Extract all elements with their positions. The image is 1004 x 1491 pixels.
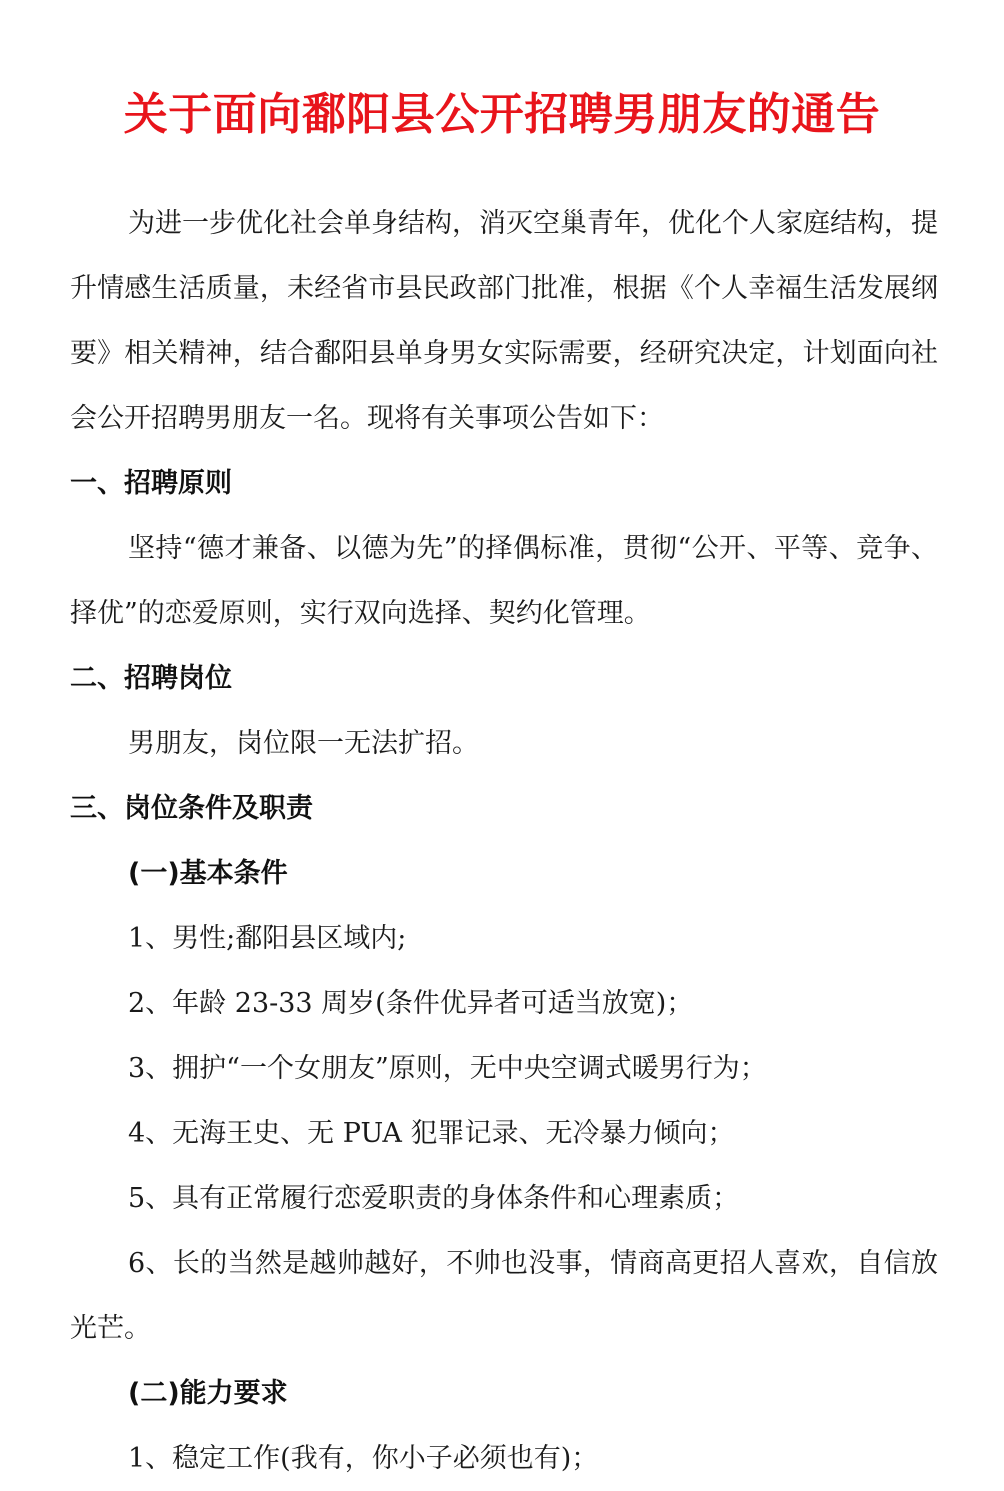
subheading-ability-requirements: (二)能力要求 bbox=[128, 1378, 288, 1409]
basic-condition-item: 5、具有正常履行恋爱职责的身体条件和心理素质； bbox=[128, 1183, 740, 1214]
basic-condition-item: 1、男性;鄱阳县区域内; bbox=[128, 923, 407, 954]
basic-condition-item: 4、无海王史、无 PUA 犯罪记录、无冷暴力倾向； bbox=[128, 1118, 735, 1149]
subheading-basic-conditions: (一)基本条件 bbox=[128, 858, 288, 889]
notice-title: 关于面向鄱阳县公开招聘男朋友的通告 bbox=[123, 89, 881, 140]
position-paragraph: 男朋友，岗位限一无法扩招。 bbox=[128, 728, 479, 759]
basic-condition-item: 6、长的当然是越帅越好，不帅也没事，情商高更招人喜欢，自信放光芒。 bbox=[70, 1248, 938, 1344]
section-heading-principle: 一、招聘原则 bbox=[70, 468, 232, 499]
section-heading-conditions: 三、岗位条件及职责 bbox=[70, 793, 313, 824]
section-heading-position: 二、招聘岗位 bbox=[70, 663, 232, 694]
basic-condition-item: 3、拥护“一个女朋友”原则，无中央空调式暖男行为； bbox=[128, 1053, 767, 1084]
ability-requirement-item: 1、稳定工作(我有，你小子必须也有)； bbox=[128, 1443, 599, 1474]
intro-paragraph: 为进一步优化社会单身结构，消灭空巢青年，优化个人家庭结构，提升情感生活质量，未经省市县民政部门批准，根据《个人幸福生活发展纲要》相关精神，结合鄱阳县单身男女实际需要，经研究决定，计划面向社会公开招聘男朋友一名。现将有关事项公告如下： bbox=[70, 208, 938, 434]
basic-condition-item: 2、年龄 23-33 周岁(条件优异者可适当放宽)； bbox=[128, 988, 694, 1019]
principle-paragraph: 坚持“德才兼备、以德为先”的择偶标准，贯彻“公开、平等、竞争、择优”的恋爱原则，实行双向选择、契约化管理。 bbox=[70, 533, 938, 629]
